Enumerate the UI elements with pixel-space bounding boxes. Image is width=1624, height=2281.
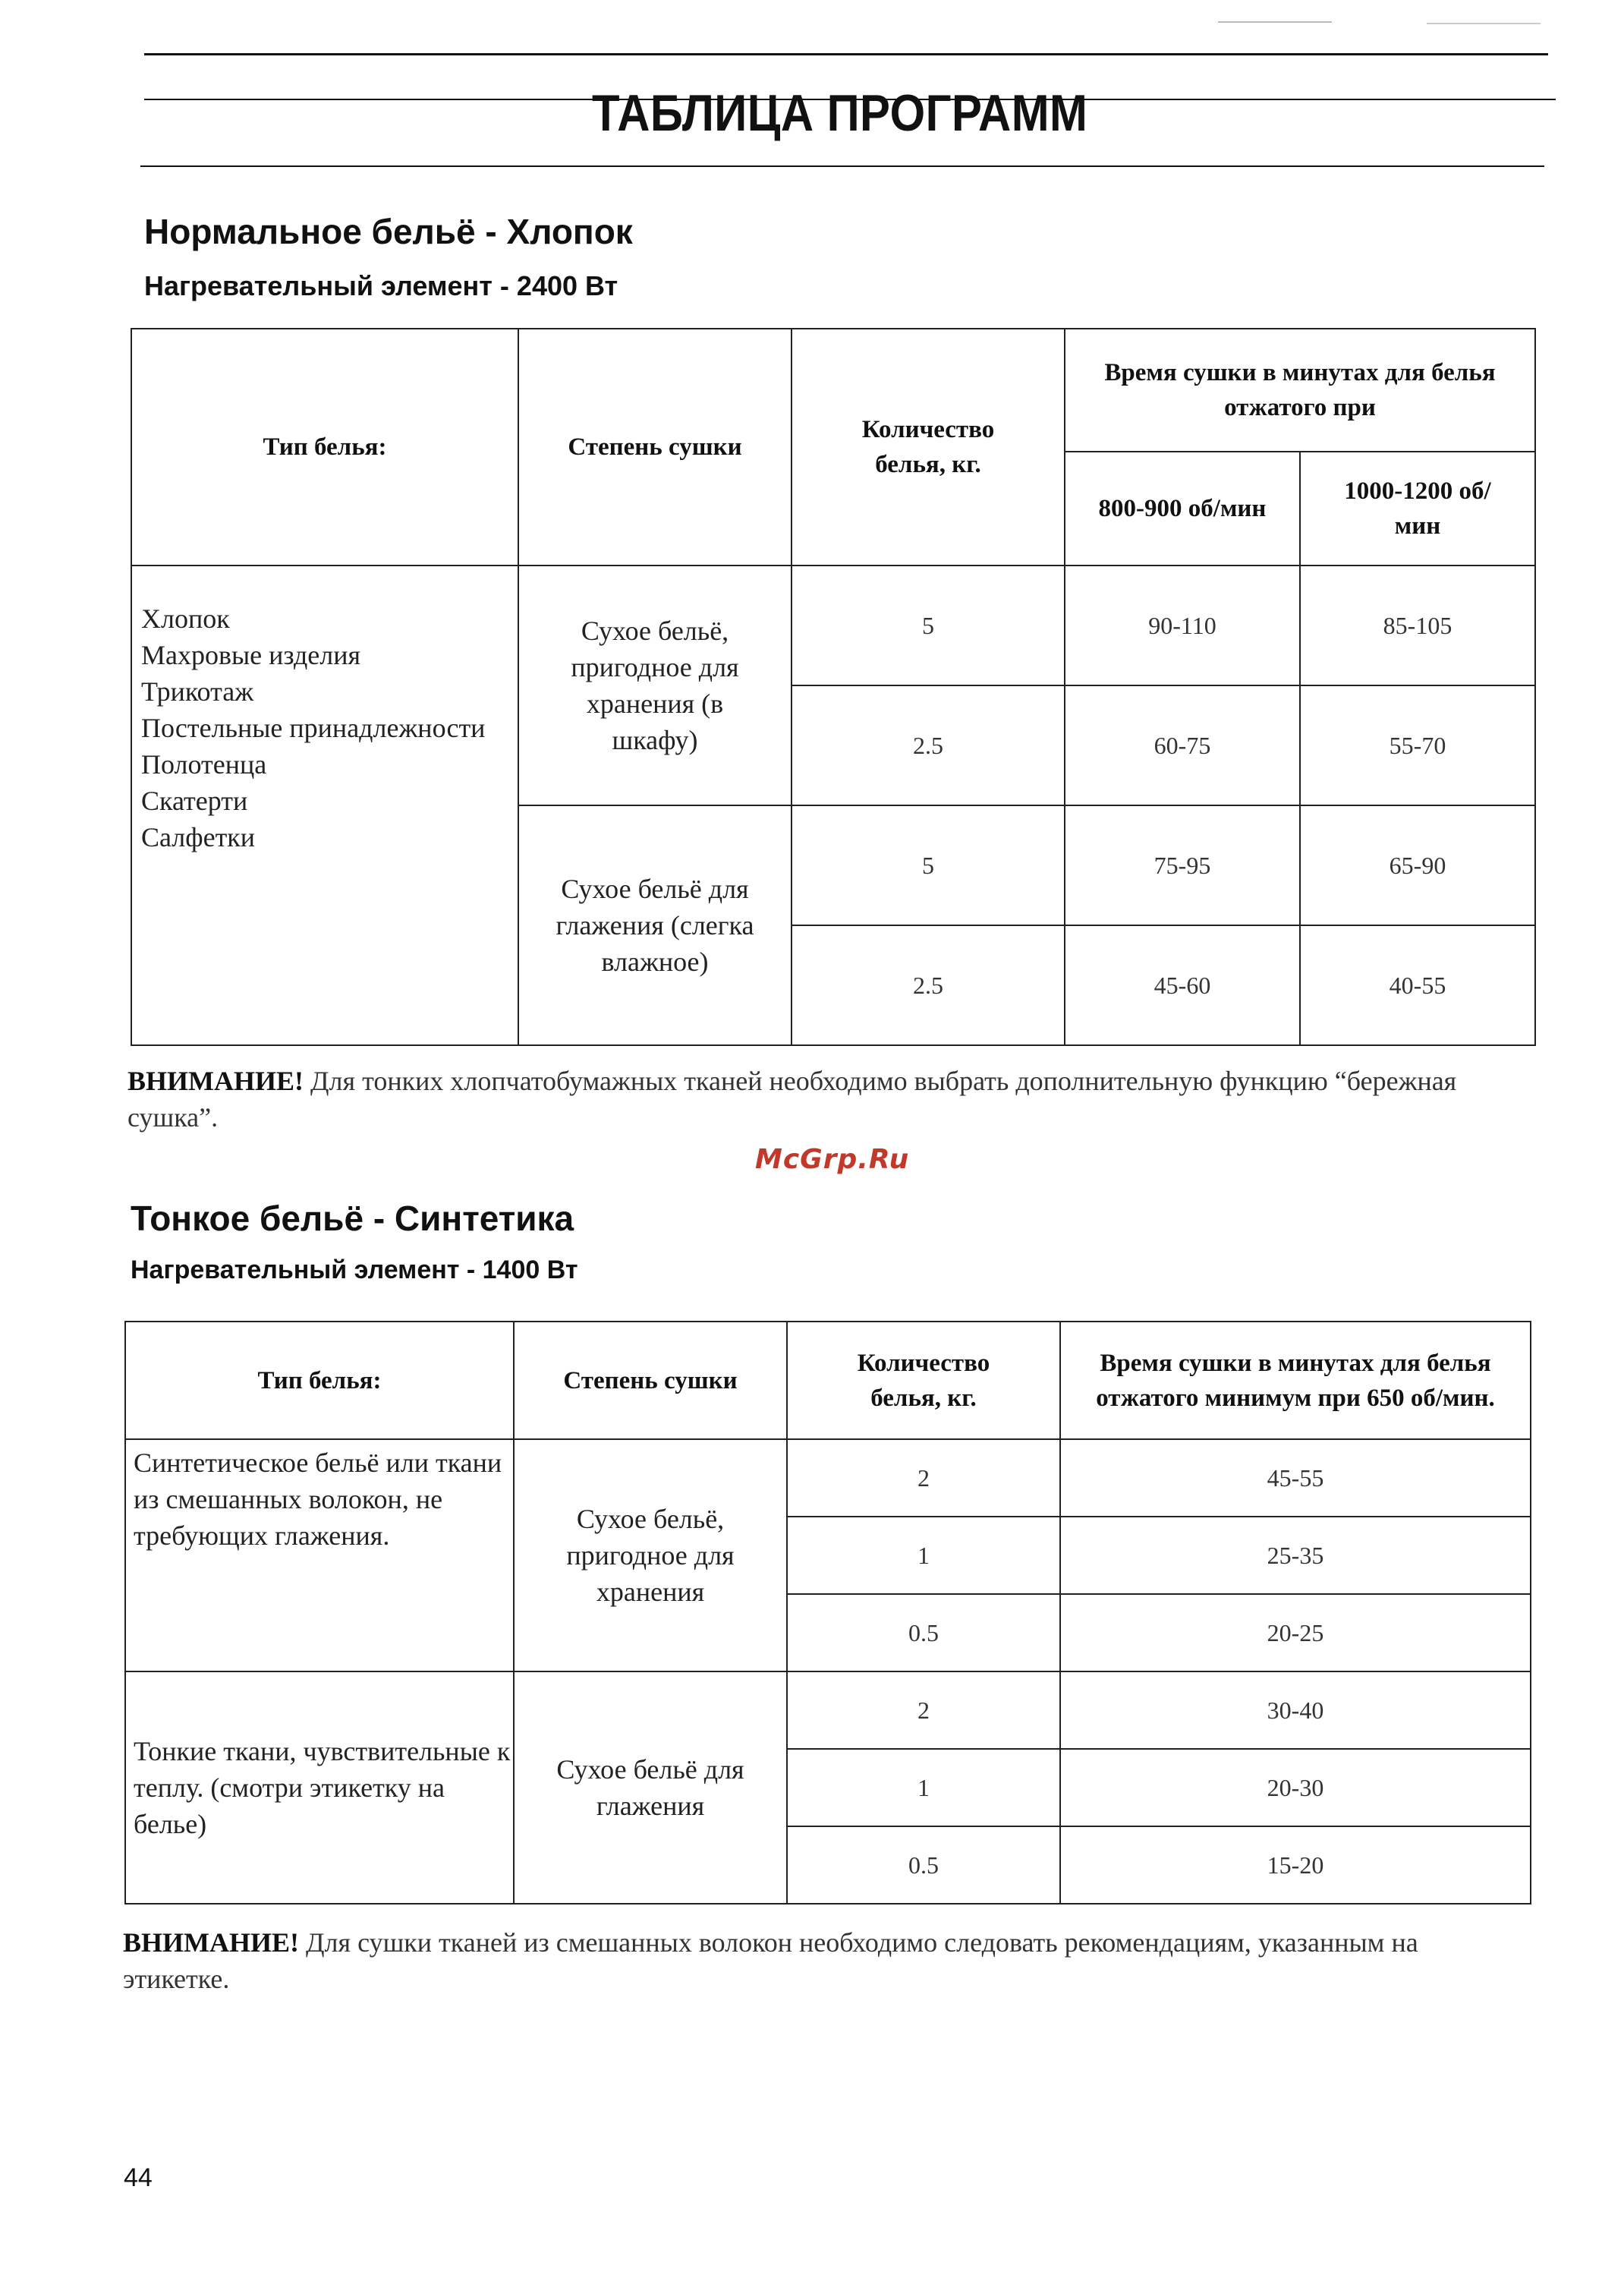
section1-subtitle: Нагревательный элемент - 2400 Вт: [144, 270, 618, 301]
time-cell: 20-25: [1060, 1594, 1531, 1671]
time-cell: 45-55: [1060, 1439, 1531, 1517]
header-time: Время сушки в минутах для белья отжатого минимум при 650 об/мин.: [1060, 1322, 1531, 1439]
amount-cell: 5: [792, 566, 1065, 685]
time-1000-cell: 40-55: [1300, 925, 1535, 1045]
page-title: ТАБЛИЦА ПРОГРАММ: [592, 84, 1088, 142]
section2-title: Тонкое бельё - Синтетика: [131, 1199, 574, 1238]
degree-storage: Сухое бельё, пригодное для хранения: [514, 1439, 787, 1671]
title-rule-bottom: [140, 165, 1544, 167]
laundry-types-cell: [131, 566, 518, 1045]
time-800-cell: 90-110: [1065, 566, 1300, 685]
time-cell: 30-40: [1060, 1671, 1531, 1749]
amount-cell: 1: [787, 1517, 1060, 1594]
degree-storage: Сухое бельё, пригодное для хранения (в шкафу): [518, 566, 792, 805]
time-800-cell: 75-95: [1065, 805, 1300, 925]
amount-cell: 2: [787, 1439, 1060, 1517]
laundry-type: Трикотаж: [141, 676, 254, 707]
header-degree: Степень сушки: [514, 1322, 787, 1439]
laundry-type: Салфетки: [141, 822, 256, 852]
synthetic-warning-note: [123, 1924, 1519, 1997]
synthetic-program-table: [124, 1321, 1531, 1905]
time-1000-cell: 85-105: [1300, 566, 1535, 685]
time-800-cell: 45-60: [1065, 925, 1300, 1045]
amount-cell: 5: [792, 805, 1065, 925]
warning-text: Для сушки тканей из смешанных волокон необходимо следовать рекомендациям, указанным на этикетке.: [123, 1927, 1418, 1994]
page-number: 44: [124, 2163, 153, 2192]
time-cell: 25-35: [1060, 1517, 1531, 1594]
laundry-type: Полотенца: [141, 749, 267, 780]
laundry-type-synthetic: Синтетическое бельё или ткани из смешанных волокон, не требующих глажения.: [125, 1439, 514, 1671]
header-amount: Количество белья, кг.: [787, 1322, 1060, 1439]
title-rule-top: [144, 53, 1548, 55]
degree-ironing: Сухое бельё для глажения (слегка влажное): [518, 805, 792, 1045]
amount-cell: 2.5: [792, 685, 1065, 805]
header-degree: Степень сушки: [518, 329, 792, 566]
header-type: Тип белья:: [131, 329, 518, 566]
scan-mark: [1218, 21, 1332, 23]
amount-cell: 0.5: [787, 1594, 1060, 1671]
time-1000-cell: 65-90: [1300, 805, 1535, 925]
section1-title: Нормальное бельё - Хлопок: [144, 212, 633, 251]
warning-text: Для тонких хлопчатобумажных тканей необходимо выбрать дополнительную функцию “бережная сушка”.: [127, 1066, 1457, 1133]
header-speed-1000-1200: 1000-1200 об/мин: [1300, 452, 1535, 566]
cotton-program-table: [131, 328, 1536, 1046]
cotton-warning-note: [127, 1063, 1524, 1136]
amount-cell: 1: [787, 1749, 1060, 1826]
amount-cell: 2.5: [792, 925, 1065, 1045]
amount-cell: 2: [787, 1671, 1060, 1749]
laundry-type: Махровые изделия: [141, 640, 361, 670]
laundry-type: Хлопок: [141, 603, 230, 634]
time-cell: 20-30: [1060, 1749, 1531, 1826]
scan-mark: [1427, 23, 1541, 24]
laundry-type: Скатерти: [141, 786, 248, 816]
time-1000-cell: 55-70: [1300, 685, 1535, 805]
degree-ironing: Сухое бельё для глажения: [514, 1671, 787, 1904]
time-cell: 15-20: [1060, 1826, 1531, 1904]
time-800-cell: 60-75: [1065, 685, 1300, 805]
section2-subtitle: Нагревательный элемент - 1400 Вт: [131, 1255, 578, 1284]
header-time-group: Время сушки в минутах для белья отжатого при: [1065, 329, 1535, 452]
header-speed-800-900: 800-900 об/мин: [1065, 452, 1300, 566]
laundry-type: Постельные принадлежности: [141, 713, 486, 743]
warning-label: ВНИМАНИЕ!: [123, 1927, 299, 1958]
laundry-type-delicate: Тонкие ткани, чувствительные к теплу. (смотри этикетку на белье): [125, 1671, 514, 1904]
header-type: Тип белья:: [125, 1322, 514, 1439]
warning-label: ВНИМАНИЕ!: [127, 1066, 304, 1096]
header-amount: Количество белья, кг.: [792, 329, 1065, 566]
watermark: McGrp.Ru: [755, 1144, 910, 1175]
amount-cell: 0.5: [787, 1826, 1060, 1904]
